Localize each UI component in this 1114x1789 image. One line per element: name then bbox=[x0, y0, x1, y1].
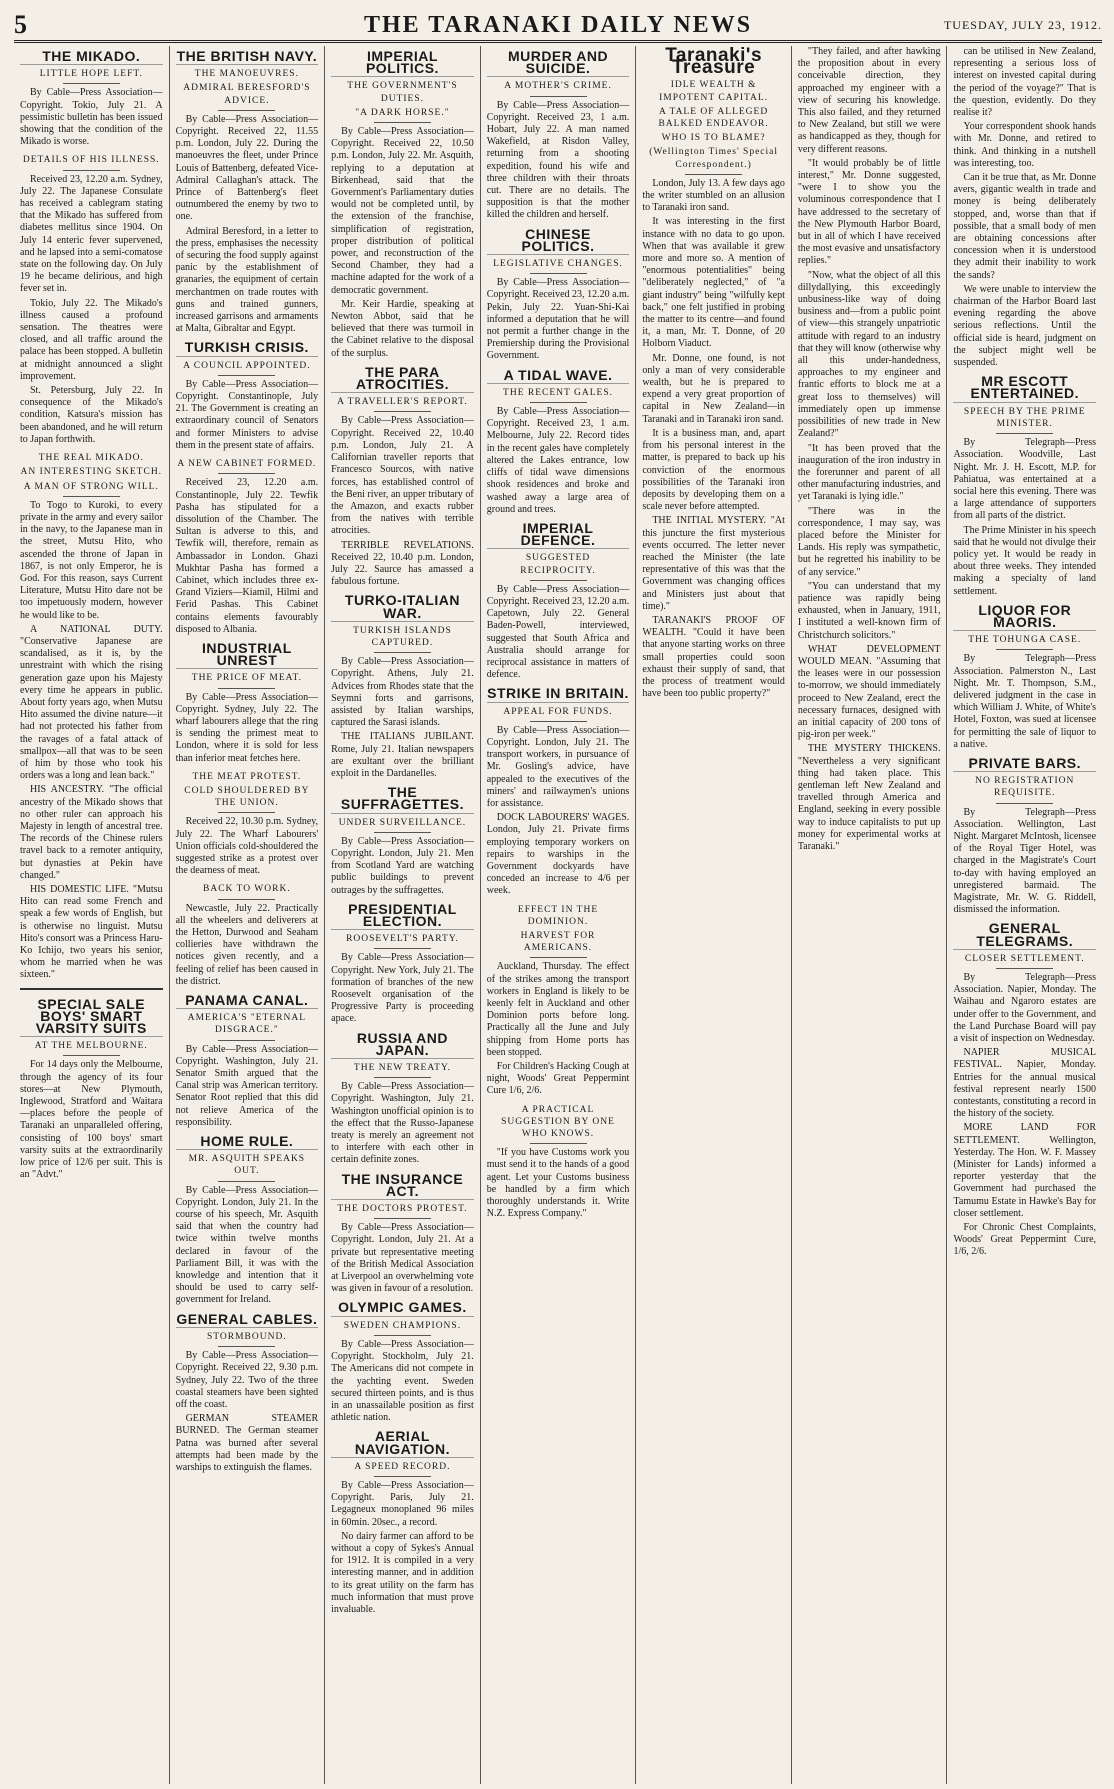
article bbox=[176, 458, 319, 636]
article-headline: PANAMA CANAL. bbox=[176, 994, 319, 1009]
article-headline: THE BRITISH NAVY. bbox=[176, 48, 318, 64]
article-paragraph: HIS DOMESTIC LIFE. "Mutsu Hito can read some French and speak a few words of English, but is otherwise no linguist. Mutsu Hito's consort was a Princess Haru-Ko Ichijo, two years his senior, whom he married when he was sixteen." bbox=[20, 884, 163, 981]
article bbox=[953, 46, 1096, 369]
article-paragraph: By Cable—Press Association—Copyright. London, July 21. In the course of his speech, Mr. Asquith said that when the country had twice within twelve months declared in favour of the Parliament Bill, it was with the knowledge and intention that it should be used to carry self-government for Ireland. bbox=[175, 1184, 319, 1306]
article-paragraph: Tokio, July 22. The Mikado's illness caused a profound sensation. The theatres were closed, and all traffic around the palace has been stopped. A bulletin at midnight announced a slight improvement. bbox=[20, 297, 163, 382]
article-headline: GENERAL CABLES. bbox=[176, 1310, 318, 1327]
article-paragraph: By Cable—Press Association—Copyright. Received 23, 1 a.m. Melbourne, July 22. Record tides in the recent gales have completely altered the Lakes entrance, low cliffs of tidal wave dimensions shook residences and broke and washed away a large area of ground and trees. bbox=[486, 406, 630, 515]
divider bbox=[218, 110, 275, 111]
article-paragraph: Your correspondent shook hands with Mr. Donne, and retired to think. And thinking in a nutshell was interesting, too. bbox=[953, 121, 1097, 169]
article-subheading: THE GOVERNMENT'S DUTIES. bbox=[347, 81, 458, 104]
article-subheading: A SPEED RECORD. bbox=[354, 1461, 451, 1472]
article bbox=[953, 754, 1097, 916]
article-subheading: THE MANOEUVRES. bbox=[194, 69, 299, 80]
article-headline: THE MIKADO. bbox=[20, 50, 163, 65]
divider bbox=[530, 96, 587, 97]
article-paragraph: Mr. Keir Hardie, speaking at Newton Abbot, said that he believed that there was turmoil in the Cabinet relative to the disposal of the surplus. bbox=[331, 298, 474, 359]
article-paragraph: "It has been proved that the inauguration of the iron industry in the forerunner and parent of all other manufacturing industries, and yet Taranaki is lying idle." bbox=[797, 442, 941, 503]
divider bbox=[374, 1218, 431, 1219]
article-paragraph: By Cable—Press Association—Copyright. Received 22, 11.55 p.m. London, July 22. During the manoeuvres the fleet, under Prince Louis of Battenberg, defeated Vice-Admiral Callaghan's attack. The Prince of Battenberg's fleet outnumbered the enemy by two to one. bbox=[175, 113, 319, 223]
article bbox=[176, 50, 319, 335]
article-subheading: A TRAVELLER'S REPORT. bbox=[337, 397, 468, 408]
article-subheading: TURKISH ISLANDS CAPTURED. bbox=[353, 625, 452, 648]
divider bbox=[63, 1055, 120, 1056]
article-headline: INDUSTRIAL UNREST bbox=[176, 642, 319, 669]
article-subheading: BACK TO WORK. bbox=[203, 884, 291, 895]
divider bbox=[63, 496, 120, 497]
article-paragraph: WHAT DEVELOPMENT WOULD MEAN. "Assuming that the leases were in our possession to-morrow, we should immediately proceed to New Zealand, erect the necessary furnaces, designed with an initial capacity of 200 tons of pig-iron per week." bbox=[797, 643, 941, 741]
divider bbox=[374, 832, 431, 833]
article-subheading: ROOSEVELT'S PARTY. bbox=[346, 934, 459, 945]
article bbox=[331, 50, 474, 360]
article-paragraph: Received 23, 12.20 a.m. Constantinople, July 22. Tewfik Pasha has stipulated for a dissolution of the Chamber. The Sultan is adverse to this, and Tewfik will, therefore, remain as Ambassador in London. Ghazi Mukhtar Pasha has formed a Cabinet, which includes three ex-Grand Viziers—Kiamil, Hilmi and Ferid Pashas. This Cabinet contains elements favourably disposed to Albania. bbox=[175, 477, 319, 635]
article-subheading: A NEW CABINET FORMED. bbox=[177, 459, 317, 470]
divider bbox=[218, 1040, 275, 1041]
article-paragraph: Newcastle, July 22. Practically all the wheelers and deliverers at the Hetton, Durwood and Seaham collieries have withdrawn the notices given recently, and a feeling of relief has been caused in the district. bbox=[175, 902, 319, 987]
article-paragraph: A NATIONAL DUTY. "Conservative Japanese are scandalised, as it is, by the unrestraint with which the rising generation gaze upon his Majesty every time he appears in public. About forty years ago, when Mutsu Hito assumed the divine nature—it had not protected his father from the ravages of a fatal attack of smallpox—all that was to be seen of him by those who took his orders was a long and lean back." bbox=[20, 623, 163, 782]
article-subheading: COLD SHOULDERED BY THE UNION. bbox=[184, 785, 310, 809]
article-paragraph: THE INITIAL MYSTERY. "At this juncture the first mysterious events occurred. The letter never reached the Minister (the late representative of this was that the Government was changing offices and Ministers just about that time)." bbox=[642, 515, 785, 612]
article-headline: GENERAL TELEGRAMS. bbox=[953, 922, 1096, 949]
article-subheading: THE MEAT PROTEST. bbox=[192, 771, 302, 782]
article-paragraph: By Cable—Press Association—Copyright. Constantinople, July 21. The Government is creating an extraordinary council of Senators and former Ministers to advise them in the present state of affairs. bbox=[175, 378, 319, 451]
article-paragraph: By Telegraph—Press Association. Palmerston N., Last Night. Mr. T. Thompson, S.M., delivered judgment in the case in which William J. White, of White's Hotel, Foxton, was sued at licensee for permitting the sale of liquor to a native. bbox=[953, 653, 1097, 750]
article-paragraph: By Telegraph—Press Association. Napier, Monday. The Waihau and Ngaroro estates are under offer to the Government, and the Land Purchase Board will pay a visit of inspection on Wednesday. bbox=[953, 972, 1097, 1045]
article-subheading: A PRACTICAL SUGGESTION BY ONE WHO KNOWS. bbox=[501, 1104, 615, 1140]
article-paragraph: Mr. Donne, one found, is not only a man of very considerable wealth, but he is prepared to expend a very great proportion of capital in New Zealand—in Taranaki and in Taranaki iron sand. bbox=[642, 352, 785, 425]
divider bbox=[685, 174, 742, 175]
article bbox=[331, 900, 474, 1026]
article-paragraph: TERRIBLE REVELATIONS. Received 22, 10.40 p.m. London, July 22. Saurce has amassed a fabulous fortune. bbox=[331, 539, 474, 588]
newspaper-title: THE TARANAKI DAILY NEWS bbox=[363, 12, 753, 38]
divider bbox=[218, 1346, 275, 1347]
article-subheading: A TALE OF ALLEGED BALKED ENDEAVOR. bbox=[658, 106, 769, 130]
news-column-3 bbox=[325, 46, 481, 1784]
article-paragraph: Auckland, Thursday. The effect of the strikes among the transport workers in England is likely to be keenly felt in Auckland and other Dominion ports before long. Practically all the June and July shipping from Home ports has been stopped. bbox=[486, 961, 630, 1058]
divider bbox=[63, 83, 120, 84]
article-subheading: HARVEST FOR AMERICANS. bbox=[520, 931, 596, 954]
article bbox=[20, 988, 163, 1182]
article-paragraph: By Cable—Press Association—Copyright. London, July 21. The transport workers, in pursuance of Mr. Gosling's advice, have appealed to the executives of the miners' and railwaymen's unions for assistance. bbox=[486, 724, 630, 809]
article-headline: OLYMPIC GAMES. bbox=[331, 1301, 474, 1316]
article-paragraph: By Cable—Press Association—Copyright. Received 22, 10.40 p.m. London, July 21. A Californian traveller reports that Francesco Sourcos, with native forces, has established control of the Beni river, an upper tributary of the Amazon, and exacts rubber from the natives with terrible atrocities. bbox=[331, 415, 474, 537]
article-paragraph: By Cable—Press Association—Copyright. Received 22, 10.50 p.m. London, July 22. Mr. Asquith, replying to a deputation at Birkenhead, said that the Government's Parliamentary duties would not be completed until, by the extension of the franchise, simplification of registration, proper distribution of political power, and reconstruction of the Second Chamber, they had a machine adapted for the work of a democratic government. bbox=[331, 126, 474, 296]
article-paragraph: We were unable to interview the chairman of the Harbor Board last evening regarding the above serious reflections. Until the official side is heard, judgment on the subject might well be suspended. bbox=[953, 283, 1097, 369]
article-paragraph: MORE LAND FOR SETTLEMENT. Wellington, Yesterday. The Hon. W. F. Massey (Minister for Lands) informed a reporter yesterday that the Government had purchased the Tamumu Estate in Hawke's Bay for closer settlement. bbox=[953, 1122, 1097, 1219]
article-paragraph: GERMAN STEAMER BURNED. The German steamer Patna was burned after several attempts had been made by the warships to extinguish the flames. bbox=[175, 1413, 319, 1473]
article-headline: THE INSURANCE ACT. bbox=[331, 1173, 474, 1200]
article-subheading: IDLE WEALTH & IMPOTENT CAPITAL. bbox=[659, 80, 769, 103]
article-paragraph: For Chronic Chest Complaints, Woods' Great Peppermint Cure, 1/6, 2/6. bbox=[953, 1222, 1097, 1258]
article-paragraph: By Telegraph—Press Association. Wellington, Last Night. Margaret McIntosh, licensee of the Royal Tiger Hotel, was charged in the Magistrate's Court to-day with having employed an unregistered barmaid. The Magistrate, Mr. W. G. Riddell, dismissed the information. bbox=[953, 806, 1097, 916]
article-paragraph: By Cable—Press Association—Copyright. Washington, July 21. Senator Smith argued that the Canal strip was American territory. Senator Root replied that this did not relieve America of the responsibility. bbox=[175, 1043, 319, 1128]
article-subheading: NO REGISTRATION REQUISITE. bbox=[975, 776, 1075, 799]
article-paragraph: By Cable—Press Association—Copyright. London, July 21. Men from Scotland Yard are watching public buildings to prevent outrages by the suffragettes. bbox=[331, 835, 474, 896]
article-paragraph: By Cable—Press Association—Copyright. Received 23, 12.20 a.m. Capetown, July 22. General Baden-Powell, interviewed, suggested that South Africa and Australia should arrange for reciprocal assistance in matters of defence. bbox=[486, 583, 630, 681]
divider bbox=[374, 1335, 431, 1336]
article bbox=[487, 687, 630, 897]
article-headline: A TIDAL WAVE. bbox=[487, 369, 630, 384]
divider bbox=[63, 170, 120, 171]
article bbox=[331, 786, 474, 897]
article-headline: IMPERIAL POLITICS. bbox=[331, 50, 474, 77]
article-headline: IMPERIAL DEFENCE. bbox=[487, 522, 630, 549]
article-paragraph: Admiral Beresford, in a letter to the press, emphasises the necessity of securing the food supply against panic by the establishment of granaries, the equipment of certain merchantmen on trade routes with guns and trained gunners, increased garrisons and armaments at Malta, Gibraltar and Egypt. bbox=[175, 225, 319, 335]
article-headline: RUSSIA AND JAPAN. bbox=[331, 1032, 474, 1059]
article-headline: HOME RULE. bbox=[176, 1135, 319, 1150]
article-headline: CHINESE POLITICS. bbox=[487, 228, 630, 255]
article-paragraph: By Cable—Press Association—Copyright. Received 23, 12.20 a.m. Pekin, July 22. Yuan-Shi-Kai informed a deputation that he will not permit a further change in the Premiership during the Provisional Government. bbox=[486, 277, 630, 362]
divider bbox=[374, 1077, 431, 1078]
divider bbox=[374, 411, 431, 412]
article-paragraph: THE ITALIANS JUBILANT. Rome, July 21. Italian newspapers are exultant over the brilliant exploit in the Dardanelles. bbox=[331, 731, 474, 779]
divider bbox=[218, 688, 275, 689]
article-subheading: MR. ASQUITH SPEAKS OUT. bbox=[188, 1154, 306, 1177]
article-paragraph: By Cable—Press Association—Copyright. Received 23, 1 a.m. Hobart, July 22. A man named Wakefield, at Risdon Valley, returning from a shooting expedition, found his wife and three children with their throats cut. There are no details. The supposition is that the mother killed the children and herself. bbox=[486, 99, 630, 221]
article-headline: MURDER AND SUICIDE. bbox=[487, 50, 630, 77]
page-number: 5 bbox=[14, 10, 27, 39]
article bbox=[486, 225, 630, 363]
article-headline: SPECIAL SALE BOYS' SMART VARSITY SUITS bbox=[20, 998, 163, 1038]
news-column-2 bbox=[170, 46, 326, 1784]
article-subheading: THE PRICE OF MEAT. bbox=[191, 673, 302, 684]
article-subheading: AMERICA'S "ETERNAL DISGRACE." bbox=[187, 1013, 307, 1036]
article-subheading: (Wellington Times' Special Correspondent.) bbox=[649, 147, 778, 170]
divider bbox=[530, 1143, 587, 1144]
article-headline: STRIKE IN BRITAIN. bbox=[487, 685, 629, 702]
article bbox=[176, 771, 319, 878]
article-paragraph: London, July 13. A few days ago the writer stumbled on an allusion to Taranaki iron sand. bbox=[642, 177, 785, 214]
article-paragraph: St. Petersburg, July 22. In consequence of the Mikado's condition, Katsura's mission has been abandoned, and he will return to Japan forthwith. bbox=[20, 385, 163, 445]
article bbox=[487, 50, 630, 222]
article-subheading: AT THE MELBOURNE. bbox=[34, 1041, 148, 1052]
article-headline: PRIVATE BARS. bbox=[953, 757, 1096, 772]
divider bbox=[530, 957, 587, 958]
article-subheading: LITTLE HOPE LEFT. bbox=[39, 69, 143, 80]
article-paragraph: "If you have Customs work you must send it to the hands of a good agent. Let your Customs business be handled by a firm which thoroughly understands it. Write N.Z. Express Company." bbox=[486, 1147, 630, 1220]
article-paragraph: Received 23, 12.20 a.m. Sydney, July 22. The Japanese Consulate has received a cablegram stating that the Mikado has suffered from diabetes mellitus since 1904. On July 14 enteric fever supervened, and he lapsed into a semi-comatose state on the following day. On July 19 he became delirious, and high fever set in. bbox=[20, 173, 163, 295]
article-paragraph: No dairy farmer can afford to be without a copy of Sykes's Annual for 1912. It is compiled in a very interesting manner, and in addition to its great utility on the farm has much information that must prove invaluable. bbox=[331, 1530, 474, 1615]
article bbox=[176, 994, 319, 1129]
article bbox=[331, 594, 474, 780]
article bbox=[798, 46, 941, 853]
divider bbox=[996, 803, 1053, 804]
article-paragraph: It is a business man, and, apart from his personal interest in the matter, is prepared to back up his conviction of the enormous possibilities of the Taranaki iron deposits by developing them on a scale never before attempted. bbox=[642, 427, 785, 513]
article-subheading: THE REAL MIKADO. bbox=[38, 453, 144, 464]
divider bbox=[996, 433, 1053, 434]
article-subheading: SUGGESTED RECIPROCITY. bbox=[520, 553, 596, 576]
article-paragraph: Can it be true that, as Mr. Donne avers, gigantic wealth in trade and money is being deliberately stopped, and, worse than that if possible, that a small body of men are obtaining concessions after concession when it is understood they admit their inability to work the sands? bbox=[953, 172, 1097, 281]
divider bbox=[374, 122, 431, 123]
news-column-4 bbox=[481, 46, 637, 1784]
article-subheading: CLOSER SETTLEMENT. bbox=[964, 953, 1085, 964]
divider bbox=[374, 1476, 431, 1477]
article-subheading: A MAN OF STRONG WILL. bbox=[23, 481, 159, 492]
article-paragraph: HIS ANCESTRY. "The official ancestry of the Mikado shows that no other ruler can approach his Majesty in length of ancestral tree. The records of the Chinese rulers travel back to a remoter antiquity, but dynasties at Pekin have changed." bbox=[20, 784, 163, 881]
article bbox=[331, 363, 474, 588]
divider bbox=[218, 812, 275, 813]
article-subheading: LEGISLATIVE CHANGES. bbox=[493, 259, 623, 270]
issue-date: TUESDAY, JULY 23, 1912. bbox=[943, 18, 1102, 32]
article-subheading: AN INTERESTING SKETCH. bbox=[20, 467, 163, 478]
article-paragraph: For 14 days only the Melbourne, through the agency of its four stores—at New Plymouth, Inglewood, Stratford and Waitara—places before the people of Taranaki an unparalleled offering, consisting of 100 boys' smart varsity suits at the extraordinarily low price of 12/6 per suit. This is an "Advt." bbox=[20, 1059, 163, 1181]
article-paragraph: THE MYSTERY THICKENS. "Nevertheless a very significant thing had taken place. This gentleman left New Zealand and travelled through America and England, seeking in every possible way to induce capitalists to put up money for experimental works at Taranaki." bbox=[797, 743, 941, 852]
article bbox=[20, 452, 163, 982]
divider bbox=[530, 721, 587, 722]
article-subheading: A MOTHER'S CRIME. bbox=[504, 81, 612, 92]
article-subheading: SWEDEN CHAMPIONS. bbox=[343, 1320, 462, 1331]
article-paragraph: By Cable—Press Association—Copyright. Paris, July 21. Legagneux monoplaned 96 miles in 60min. 20sec., a record. bbox=[331, 1479, 474, 1528]
divider bbox=[218, 899, 275, 900]
article-columns bbox=[14, 46, 1102, 1784]
divider bbox=[996, 968, 1053, 969]
article-paragraph: For Children's Hacking Cough at night, Woods' Great Peppermint Cure 1/6, 2/6. bbox=[486, 1061, 630, 1097]
article-paragraph: By Telegraph—Press Association. Woodville, Last Night. Mr. J. H. Escott, M.P. for Pahiatua, was entertained at a social here this evening. There was a large attendance of supporters from all parts of the district. bbox=[953, 437, 1097, 522]
article bbox=[953, 922, 1096, 1258]
article bbox=[487, 1104, 630, 1221]
article-paragraph: "You can understand that my patience was rapidly being exhausted, when in January, 1911, I instituted a well-known firm of Christchurch solicitors." bbox=[797, 580, 941, 641]
article-headline: MR ESCOTT ENTERTAINED. bbox=[953, 375, 1096, 402]
article bbox=[487, 904, 630, 1098]
news-column-6 bbox=[792, 46, 948, 1784]
article-paragraph: can be utilised in New Zealand, representing a serious loss of interest on invested capital during the period of the voyage?" That is the question, evidently. Do they realise it? bbox=[953, 46, 1097, 119]
article-paragraph: DOCK LABOURERS' WAGES. London, July 21. Private firms employing temporary workers on repairs to warships in the Government dockyards have conceded an increase to 4/6 per week. bbox=[486, 812, 630, 897]
article-subheading: EFFECT IN THE DOMINION. bbox=[517, 904, 599, 927]
article bbox=[331, 1430, 474, 1616]
article-paragraph: "They failed, and after hawking the proposition about in every conceivable direction, they approached my engineer with a view of securing his knowledge. This also failed, and they returned to New Zealand, but still we were as handicapped as they, though for very different reasons. bbox=[797, 46, 941, 155]
article-paragraph: It was interesting in the first instance with no data to go upon. When that was available it grew more and more so. A mention of "enormous potentialities" being "deliberately neglected," of "a giant industry" being "wilfully kept back," one felt justified in probing the matter to its centre—and found it, a man, Mr. T. Donne, of 20 Holborn Viaduct. bbox=[642, 216, 785, 350]
article bbox=[175, 1310, 319, 1474]
article-headline: TURKO-ITALIAN WAR. bbox=[331, 594, 474, 621]
article-paragraph: By Cable—Press Association—Copyright. Sydney, July 22. The wharf labourers allege that the ring is sending the primest meat to London, where it is sold for less than inferior meat fetches here. bbox=[175, 691, 319, 764]
article-headline: THE SUFFRAGETTES. bbox=[331, 786, 474, 813]
article-headline: LIQUOR FOR MAORIS. bbox=[953, 604, 1096, 631]
article-paragraph: By Cable—Press Association—Copyright. London, July 21. At a private but representative meeting of the British Medical Association at Liverpool an overwhelming vote was given in favour of a resolution. bbox=[331, 1222, 474, 1295]
divider bbox=[218, 473, 275, 474]
news-column-7 bbox=[947, 46, 1102, 1784]
article bbox=[486, 519, 630, 681]
divider bbox=[374, 652, 431, 653]
divider bbox=[218, 375, 275, 376]
article-subheading: THE DOCTORS PROTEST. bbox=[337, 1204, 468, 1215]
article-paragraph: By Cable—Press Association—Copyright. Athens, July 21. Advices from Rhodes state that the Seymni forts and garrisons, assisted by Italian warships, captured the Sarasi islands. bbox=[331, 656, 474, 729]
article bbox=[953, 601, 1097, 751]
divider bbox=[218, 1181, 275, 1182]
article-subheading: WHO IS TO BLAME? bbox=[661, 133, 766, 144]
article-headline: Taranaki's Treasure bbox=[665, 46, 763, 79]
article-subheading: "A DARK HORSE." bbox=[355, 107, 450, 118]
article-subheading: A COUNCIL APPOINTED. bbox=[183, 360, 311, 371]
article-subheading: THE RECENT GALES. bbox=[503, 387, 614, 398]
article-subheading: ADMIRAL BERESFORD'S ADVICE. bbox=[183, 83, 311, 106]
article-paragraph: To Togo to Kuroki, to every private in the army and every sailor in the navy, to the Japanese man in the street, Mutsu Hito, who ascended the throne of Japan in 1867, is not only Emperor, he is God. For this reason, says Current Literature, Mutsu Hito dare not be too impetuously modern, however he would like to be. bbox=[20, 499, 163, 621]
article-paragraph: By Cable—Press Association—Copyright. Washington, July 21. Washington unofficial opinion is to the effect that the Russo-Japanese treaty is merely an agreement not to interfere with each other in certain definite zones. bbox=[331, 1081, 474, 1166]
article-paragraph: By Cable—Press Association—Copyright. Received 22, 9.30 p.m. Sydney, July 22. Two of the three coastal steamers have been sighted off the coast. bbox=[175, 1350, 319, 1410]
article-paragraph: The Prime Minister in his speech said that he would not divulge their policy yet. It would be ready in about three weeks. They intended making a specialty of land settlement. bbox=[953, 524, 1097, 597]
article-subheading: THE NEW TREATY. bbox=[353, 1063, 451, 1074]
article-subheading: SPEECH BY THE PRIME MINISTER. bbox=[963, 406, 1086, 429]
masthead bbox=[14, 6, 1102, 43]
divider bbox=[996, 649, 1053, 650]
article bbox=[175, 639, 319, 765]
news-column-1 bbox=[14, 46, 170, 1784]
divider bbox=[530, 273, 587, 274]
article-headline: THE PARA ATROCITIES. bbox=[331, 366, 474, 393]
article-subheading: DETAILS OF HIS ILLNESS. bbox=[22, 155, 160, 166]
article-paragraph: NAPIER MUSICAL FESTIVAL. Napier, Monday. Entries for the annual musical festival represent nearly 1500 contestants, constituting a record in the history of the society. bbox=[953, 1047, 1097, 1120]
article-paragraph: Received 22, 10.30 p.m. Sydney, July 22. The Wharf Labourers' Union officials cold-shouldered the suggested strike as a protest over the dearness of meat. bbox=[175, 816, 319, 877]
divider bbox=[530, 580, 587, 581]
article-headline: TURKISH CRISIS. bbox=[176, 341, 319, 356]
article bbox=[331, 1029, 474, 1167]
article-subheading: APPEAL FOR FUNDS. bbox=[503, 706, 613, 717]
article-subheading: THE TOHUNGA CASE. bbox=[968, 635, 1082, 646]
article-paragraph: "It would probably be of little interest," Mr. Donne suggested, "were I to show you the voluminous correspondence that I have addressed to the secretary of the New Plymouth Harbor Board, but in all of which I have received the most evasive and unsatisfactory replies." bbox=[797, 157, 941, 267]
article-subheading: STORMBOUND. bbox=[207, 1331, 287, 1342]
divider bbox=[530, 402, 587, 403]
article-paragraph: By Cable—Press Association—Copyright. Tokio, July 21. A pessimistic bulletin has been issued showing that the condition of the Mikado is worse. bbox=[20, 87, 163, 148]
article bbox=[20, 154, 163, 446]
article-paragraph: "There was in the correspondence, I may say, was placed before the Minister for Lands. His reply was sympathetic, but he regretted his inability to be of any service." bbox=[797, 505, 941, 578]
article bbox=[953, 375, 1096, 597]
article bbox=[176, 341, 319, 452]
article-paragraph: By Cable—Press Association—Copyright. New York, July 21. The formation of branches of the new Roosevelt organisation of the Progressive Party is proceeding apace. bbox=[331, 952, 474, 1025]
article bbox=[176, 1135, 319, 1307]
article-headline: PRESIDENTIAL ELECTION. bbox=[331, 903, 474, 930]
article bbox=[331, 1301, 474, 1424]
article-paragraph: "Now, what the object of all this dillydallying, this exceedingly unbusiness-like way of doing business and—from a public point of view—this strangely unpatriotic attitude with regard to an industry that they will know (otherwise why all this under-handedness, approaches to my engineer and frantic efforts to block me at a great loss to themselves) will immediately open up immense possibilities of new trade in New Zealand?" bbox=[797, 269, 941, 440]
divider bbox=[374, 948, 431, 949]
article bbox=[176, 883, 319, 988]
article-paragraph: By Cable—Press Association—Copyright. Stockholm, July 21. The Americans did not compete in the yachting event. Sweden secured thirteen points, and is thus in an unassailable position as first athletic nation. bbox=[331, 1338, 474, 1424]
article bbox=[331, 1170, 474, 1296]
news-column-5 bbox=[636, 46, 792, 1784]
article bbox=[486, 366, 630, 516]
article bbox=[20, 50, 163, 148]
article-subheading: UNDER SURVEILLANCE. bbox=[338, 817, 467, 828]
article-headline: AERIAL NAVIGATION. bbox=[331, 1430, 474, 1457]
article bbox=[642, 46, 785, 700]
article-paragraph: TARANAKI'S PROOF OF WEALTH. "Could it have been that anyone starting works on three small properties could soon exhaust their supply of sand, that the process of treatment would have been too public property?" bbox=[642, 614, 785, 700]
